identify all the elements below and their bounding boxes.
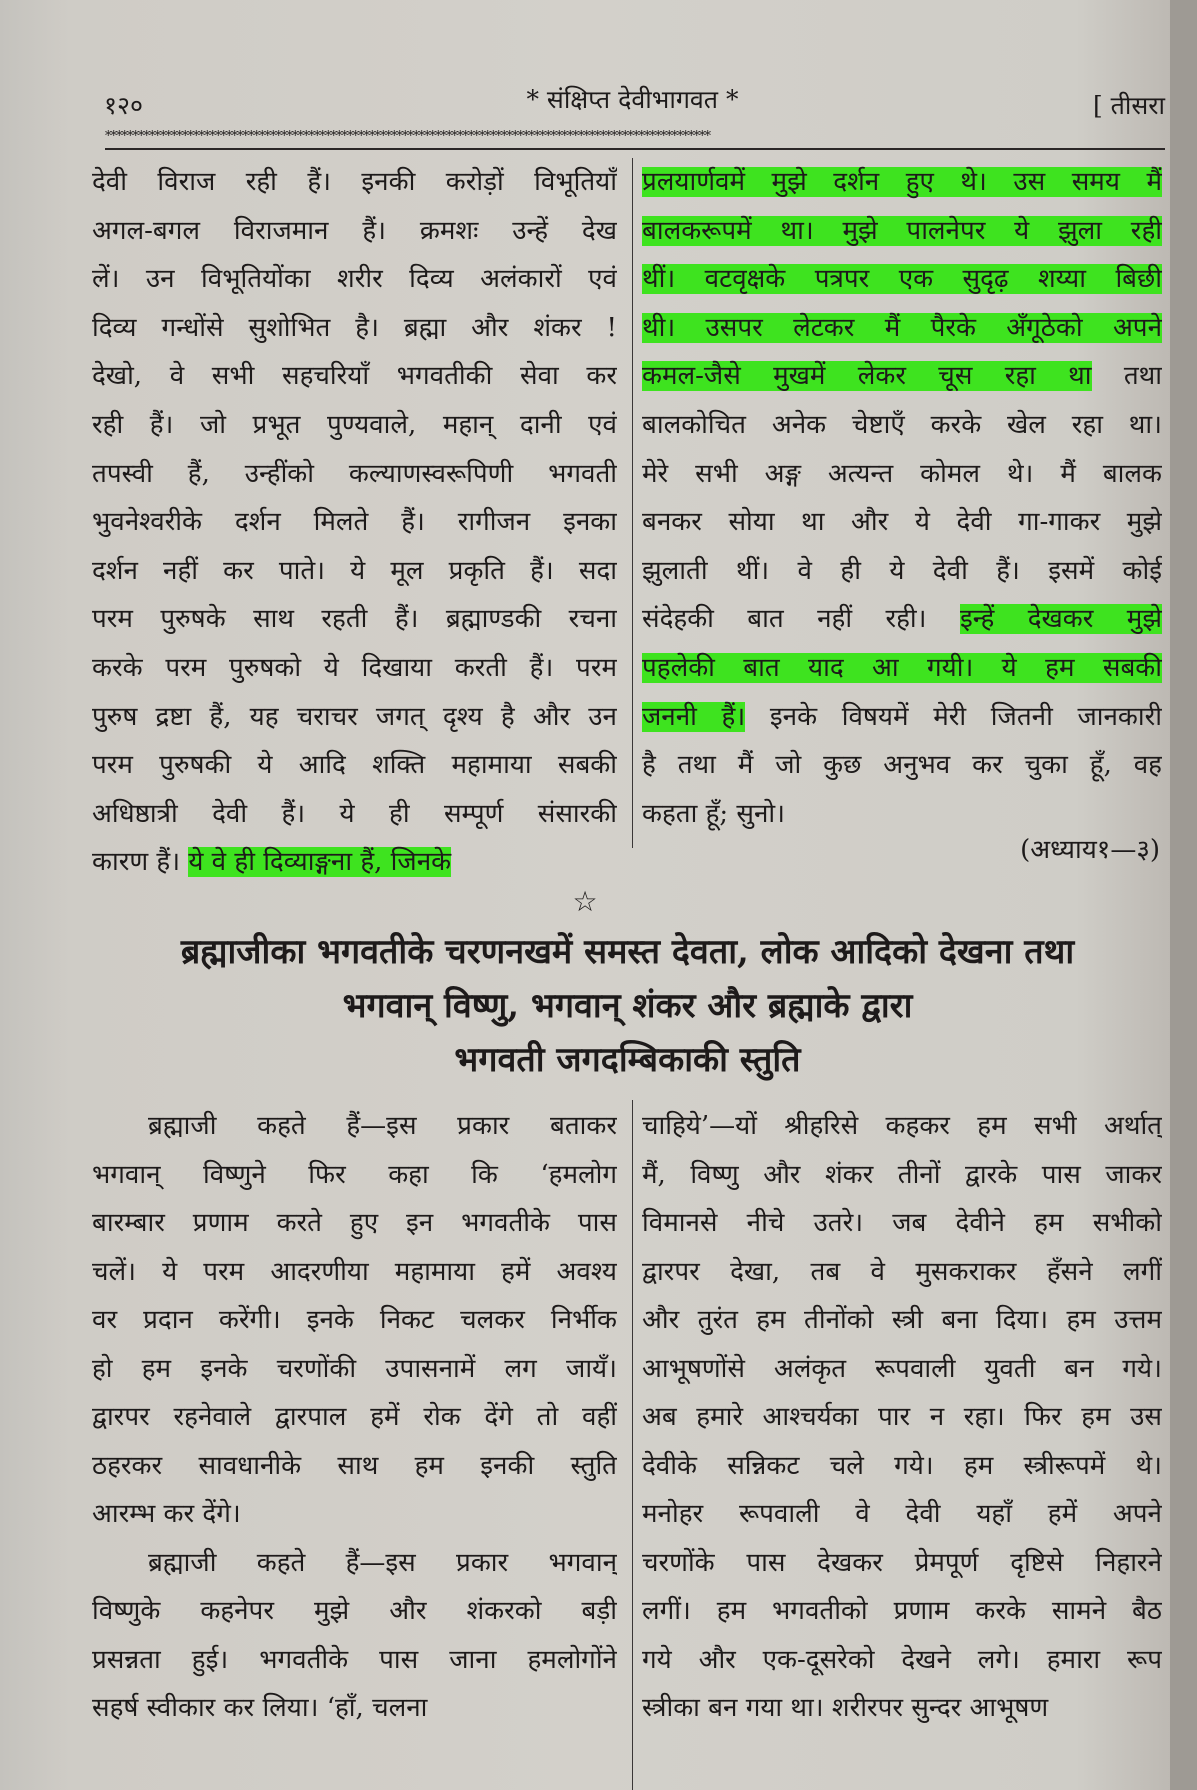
text-line: [92, 693, 617, 742]
text-line: [92, 1539, 617, 1588]
text-segment: कहता हूँ; सुनो।: [642, 798, 786, 829]
text-segment: संदेहकी बात नहीं रही।: [642, 604, 960, 635]
text-line: [642, 1684, 1162, 1733]
text-segment: हो हम इनके चरणोंकी उपासनामें लग जायँ।: [92, 1353, 617, 1384]
text-segment: सहर्ष स्वीकार कर लिया। ‘हाँ, चलना: [92, 1693, 428, 1723]
text-segment: बालकोचित अनेक चेष्टाएँ करके खेल रहा था।: [642, 409, 1162, 440]
text-line: [642, 1151, 1162, 1200]
text-line: [92, 838, 617, 887]
column-divider: [632, 158, 633, 848]
section2-right-column: [642, 1102, 1162, 1733]
text-segment: अगल-बगल विराजमान हैं। क्रमशः उन्हें देख: [92, 215, 617, 246]
text-line: [92, 1248, 617, 1297]
chapter-marker: [ तीसरा: [1092, 91, 1165, 120]
column-divider: [632, 1100, 633, 1790]
text-line: [92, 255, 617, 304]
text-line: [92, 1296, 617, 1345]
text-segment: करके परम पुरुषको ये दिखाया करती हैं। परम: [92, 652, 617, 683]
text-segment: चलें। ये परम आदरणीया महामाया हमें अवश्य: [92, 1256, 617, 1287]
text-line: [92, 1345, 617, 1394]
text-segment: इनके विषयमें मेरी जितनी जानकारी: [745, 701, 1162, 732]
section2-left-column: [92, 1102, 617, 1733]
text-line: [92, 1587, 617, 1636]
text-line: [642, 1102, 1162, 1151]
highlighted-text: थी। उसपर लेटकर मैं पैरके अँगूठेको अपने: [642, 312, 1162, 343]
text-line: [642, 401, 1162, 450]
text-segment: विष्णुके कहनेपर मुझे और शंकरको बड़ी: [92, 1596, 617, 1626]
text-line: [92, 450, 617, 499]
text-segment: भगवान् विष्णुने फिर कहा कि ‘हमलोग: [92, 1159, 617, 1190]
text-segment: अधिष्ठात्री देवी हैं। ये ही सम्पूर्ण संसारकी: [92, 798, 617, 829]
text-line: [642, 1393, 1162, 1442]
text-line: [642, 1539, 1162, 1588]
text-line: [92, 1684, 617, 1733]
text-segment: द्वारपर रहनेवाले द्वारपाल हमें रोक देंगे तो वहीं: [92, 1402, 617, 1432]
text-line: [642, 1587, 1162, 1636]
text-segment: पुरुष द्रष्टा हैं, यह चराचर जगत् दृश्य है और उन: [92, 701, 617, 732]
text-line: [92, 304, 617, 353]
text-line: [642, 1248, 1162, 1297]
text-segment: रही हैं। जो प्रभूत पुण्यवाले, महान् दानी एवं: [92, 409, 617, 440]
text-line: [642, 304, 1162, 353]
page-number: १२०: [104, 91, 144, 120]
highlighted-text: जननी हैं।: [642, 701, 746, 732]
text-line: [92, 1151, 617, 1200]
text-segment: प्रसन्नता हुई। भगवतीके पास जाना हमलोगोंने: [92, 1644, 617, 1675]
text-line: [642, 693, 1162, 742]
text-segment: देवीके सन्निकट चले गये। हम स्त्रीरूपमें थे।: [642, 1450, 1162, 1481]
text-segment: मेरे सभी अङ्ग अत्यन्त कोमल थे। मैं बालक: [642, 458, 1162, 489]
highlighted-text: पहलेकी बात याद आ गयी। ये हम सबकी: [642, 652, 1162, 683]
text-segment: दर्शन नहीं कर पाते। ये मूल प्रकृति हैं। सदा: [92, 555, 617, 586]
text-segment: लें। उन विभूतियोंका शरीर दिव्य अलंकारों एवं: [92, 264, 617, 295]
text-segment: आभूषणोंसे अलंकृत रूपवाली युवती बन गये।: [642, 1353, 1162, 1384]
star-border: **************************************************************************************************************: [105, 129, 710, 144]
text-line: [642, 644, 1162, 693]
heading-line: भगवान् विष्णु, भगवान् शंकर और ब्रह्माके द्वारा: [342, 986, 913, 1026]
text-line: [92, 644, 617, 693]
text-line: [92, 1442, 617, 1491]
text-line: [642, 1296, 1162, 1345]
text-line: [642, 1490, 1162, 1539]
highlighted-text: थीं। वटवृक्षके पत्रपर एक सुदृढ़ शय्या बिछी: [642, 264, 1162, 295]
text-segment: देवी विराज रही हैं। इनकी करोड़ों विभूतियाँ: [92, 167, 617, 197]
text-line: [642, 741, 1162, 790]
text-segment: द्वारपर देखा, तब वे मुसकराकर हँसने लगीं: [642, 1256, 1162, 1287]
text-line: [642, 158, 1162, 207]
section1-left-column: [92, 158, 617, 887]
highlighted-text: प्रलयार्णवमें मुझे दर्शन हुए थे। उस समय मैं: [642, 167, 1162, 197]
text-segment: परम पुरुषके साथ रहती हैं। ब्रह्माण्डकी रचना: [92, 604, 617, 635]
text-line: [92, 547, 617, 596]
text-line: [642, 595, 1162, 644]
text-segment: मनोहर रूपवाली वे देवी यहाँ हमें अपने: [642, 1499, 1162, 1529]
text-segment: अब हमारे आश्चर्यका पार न रहा। फिर हम उस: [642, 1402, 1162, 1432]
chapter-heading: [80, 925, 1175, 1087]
text-line: [92, 1199, 617, 1248]
heading-line: ब्रह्माजीका भगवतीके चरणनखमें समस्त देवता, लोक आदिको देखना तथा: [180, 932, 1075, 972]
text-segment: दिव्य गन्धोंसे सुशोभित है। ब्रह्मा और शंकर !: [92, 312, 617, 343]
text-segment: ब्रह्माजी कहते हैं—इस प्रकार भगवान्: [148, 1547, 617, 1578]
text-line: [92, 790, 617, 839]
text-line: [642, 547, 1162, 596]
text-line: [642, 498, 1162, 547]
page-header: [100, 82, 1165, 126]
section1-right-column: [642, 158, 1162, 838]
text-segment: विमानसे नीचे उतरे। जब देवीने हम सभीको: [642, 1208, 1162, 1238]
text-line: [92, 158, 617, 207]
text-line: [642, 352, 1162, 401]
text-segment: और तुरंत हम तीनोंको स्त्री बना दिया। हम उत्तम: [642, 1305, 1162, 1335]
text-segment: ब्रह्माजी कहते हैं—इस प्रकार बताकर: [148, 1111, 617, 1141]
text-line: [92, 401, 617, 450]
text-segment: है तथा मैं जो कुछ अनुभव कर चुका हूँ, वह: [642, 750, 1162, 781]
text-line: [92, 1393, 617, 1442]
text-segment: बनकर सोया था और ये देवी गा-गाकर मुझे: [642, 507, 1162, 538]
text-line: [92, 1490, 617, 1539]
text-line: [642, 255, 1162, 304]
text-line: [92, 741, 617, 790]
text-segment: ठहरकर सावधानीके साथ हम इनकी स्तुति: [92, 1450, 617, 1481]
text-line: [92, 352, 617, 401]
text-segment: बारम्बार प्रणाम करते हुए इन भगवतीके पास: [92, 1208, 617, 1238]
text-line: [92, 595, 617, 644]
highlighted-text: कमल-जैसे मुखमें लेकर चूस रहा था: [642, 361, 1092, 392]
heading-line: भगवती जगदम्बिकाकी स्तुति: [454, 1040, 801, 1080]
text-segment: कारण हैं।: [92, 847, 189, 878]
text-segment: वर प्रदान करेंगी। इनके निकट चलकर निर्भीक: [92, 1305, 617, 1335]
text-segment: चरणोंके पास देखकर प्रेमपूर्ण दृष्टिसे निहारने: [642, 1547, 1162, 1578]
text-line: [92, 207, 617, 256]
text-line: [92, 1102, 617, 1151]
text-line: [642, 1345, 1162, 1394]
text-segment: तपस्वी हैं, उन्हींको कल्याणस्वरूपिणी भगवती: [92, 458, 617, 489]
text-segment: देखो, वे सभी सहचरियाँ भगवतीकी सेवा कर: [92, 361, 617, 392]
text-segment: तथा: [1091, 361, 1162, 392]
chapter-reference: (अध्याय१—३): [1020, 835, 1160, 865]
header-rule: [105, 148, 1165, 150]
star-divider-icon: ☆: [572, 885, 598, 918]
text-segment: झुलाती थीं। वे ही ये देवी हैं। इसमें कोई: [642, 555, 1162, 586]
text-line: [642, 450, 1162, 499]
text-line: [92, 1636, 617, 1685]
text-line: [92, 498, 617, 547]
highlighted-text: ये वे ही दिव्याङ्गना हैं, जिनके: [188, 847, 452, 878]
text-segment: गये और एक-दूसरेको देखने लगे। हमारा रूप: [642, 1644, 1162, 1675]
text-segment: लगीं। हम भगवतीको प्रणाम करके सामने बैठ: [642, 1596, 1162, 1626]
text-line: [642, 207, 1162, 256]
highlighted-text: इन्हें देखकर मुझे: [959, 604, 1162, 635]
text-segment: चाहिये’—यों श्रीहरिसे कहकर हम सभी अर्थात्: [642, 1111, 1162, 1141]
text-segment: मैं, विष्णु और शंकर तीनों द्वारके पास जाकर: [642, 1159, 1162, 1190]
text-segment: परम पुरुषकी ये आदि शक्ति महामाया सबकी: [92, 750, 617, 781]
page-edge: [1170, 0, 1197, 1790]
text-line: [642, 1636, 1162, 1685]
running-title: * संक्षिप्त देवीभागवत *: [526, 85, 739, 114]
text-segment: स्त्रीका बन गया था। शरीरपर सुन्दर आभूषण: [642, 1693, 1049, 1723]
text-line: [642, 1442, 1162, 1491]
highlighted-text: बालकरूपमें था। मुझे पालनेपर ये झुला रही: [642, 215, 1162, 246]
text-line: [642, 1199, 1162, 1248]
text-segment: भुवनेश्वरीके दर्शन मिलते हैं। रागीजन इनका: [92, 507, 617, 538]
text-segment: आरम्भ कर देंगे।: [92, 1499, 241, 1529]
